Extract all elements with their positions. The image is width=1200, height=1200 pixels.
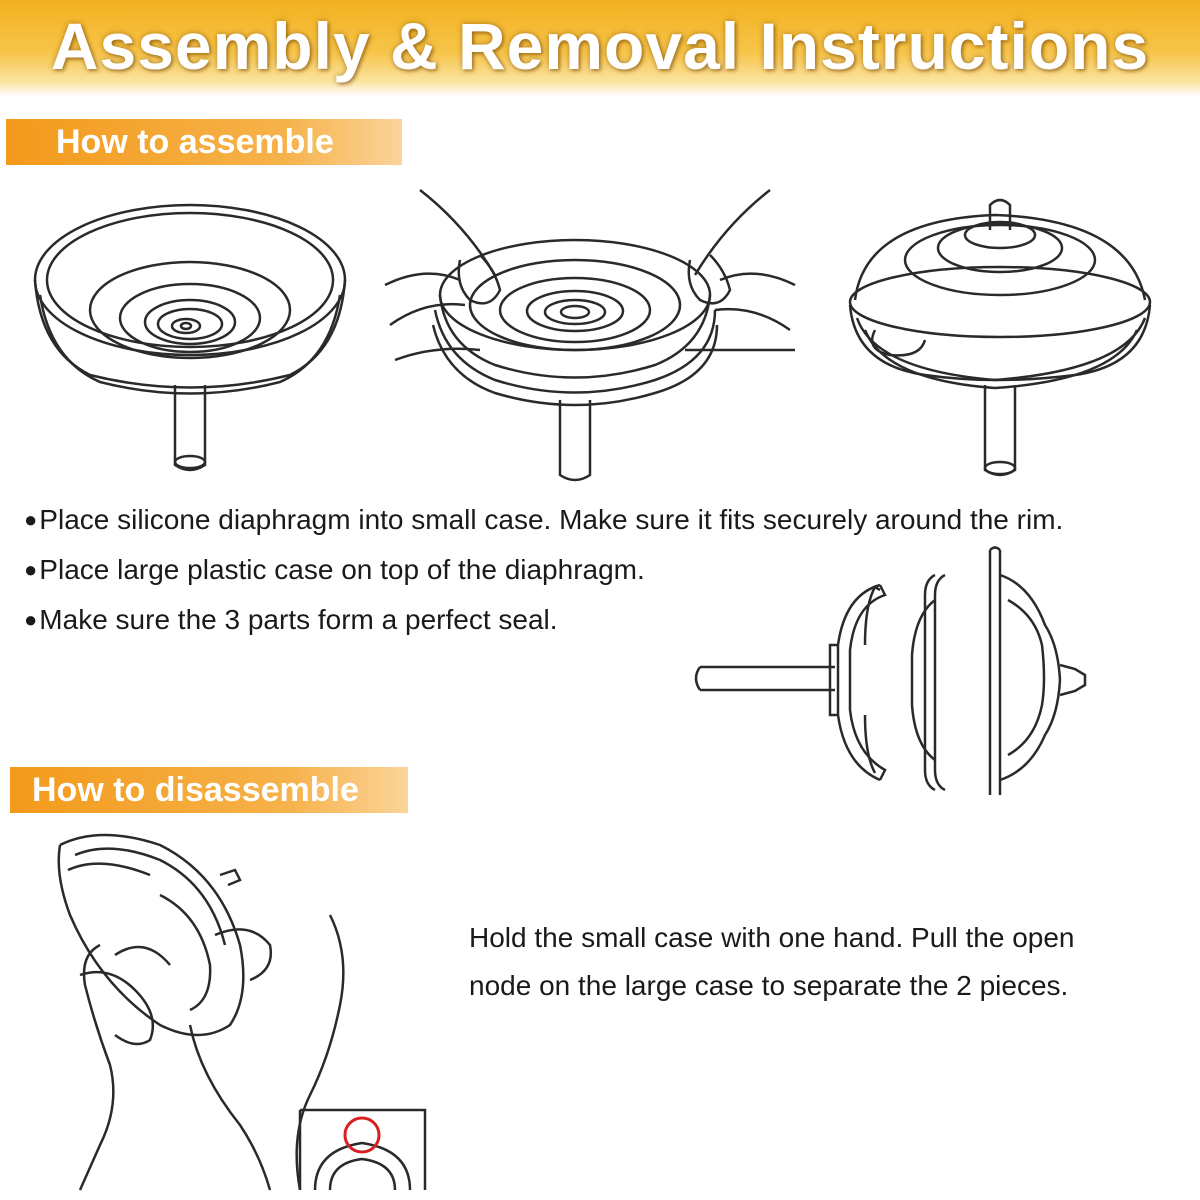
- bullet-icon: ●: [24, 557, 38, 582]
- instruction-line: Hold the small case with one hand. Pull the open: [469, 922, 1075, 953]
- highlight-circle: [345, 1118, 379, 1152]
- exploded-view-illustration: [690, 545, 1100, 800]
- assembled-case-illustration: [845, 190, 1155, 480]
- bullet-icon: ●: [24, 607, 38, 632]
- pressing-diaphragm-illustration: [385, 185, 795, 485]
- small-case-illustration: [30, 200, 350, 480]
- title-banner: [0, 0, 1200, 96]
- disassemble-heading: How to disassemble: [10, 767, 408, 813]
- instruction-line: node on the large case to separate the 2 pieces.: [469, 970, 1069, 1001]
- step-text: Place silicone diaphragm into small case. Make sure it fits securely around the rim.: [39, 504, 1064, 535]
- bullet-icon: ●: [24, 507, 38, 532]
- page-title: Assembly & Removal Instructions: [50, 9, 1150, 83]
- list-item: [24, 496, 1200, 546]
- step-text: Place large plastic case on top of the diaphragm.: [39, 554, 645, 585]
- hand-separating-illustration: [40, 825, 440, 1195]
- step-text: Make sure the 3 parts form a perfect seal.: [39, 604, 558, 635]
- assemble-heading: How to assemble: [6, 119, 402, 165]
- disassemble-instruction: [469, 914, 1169, 1010]
